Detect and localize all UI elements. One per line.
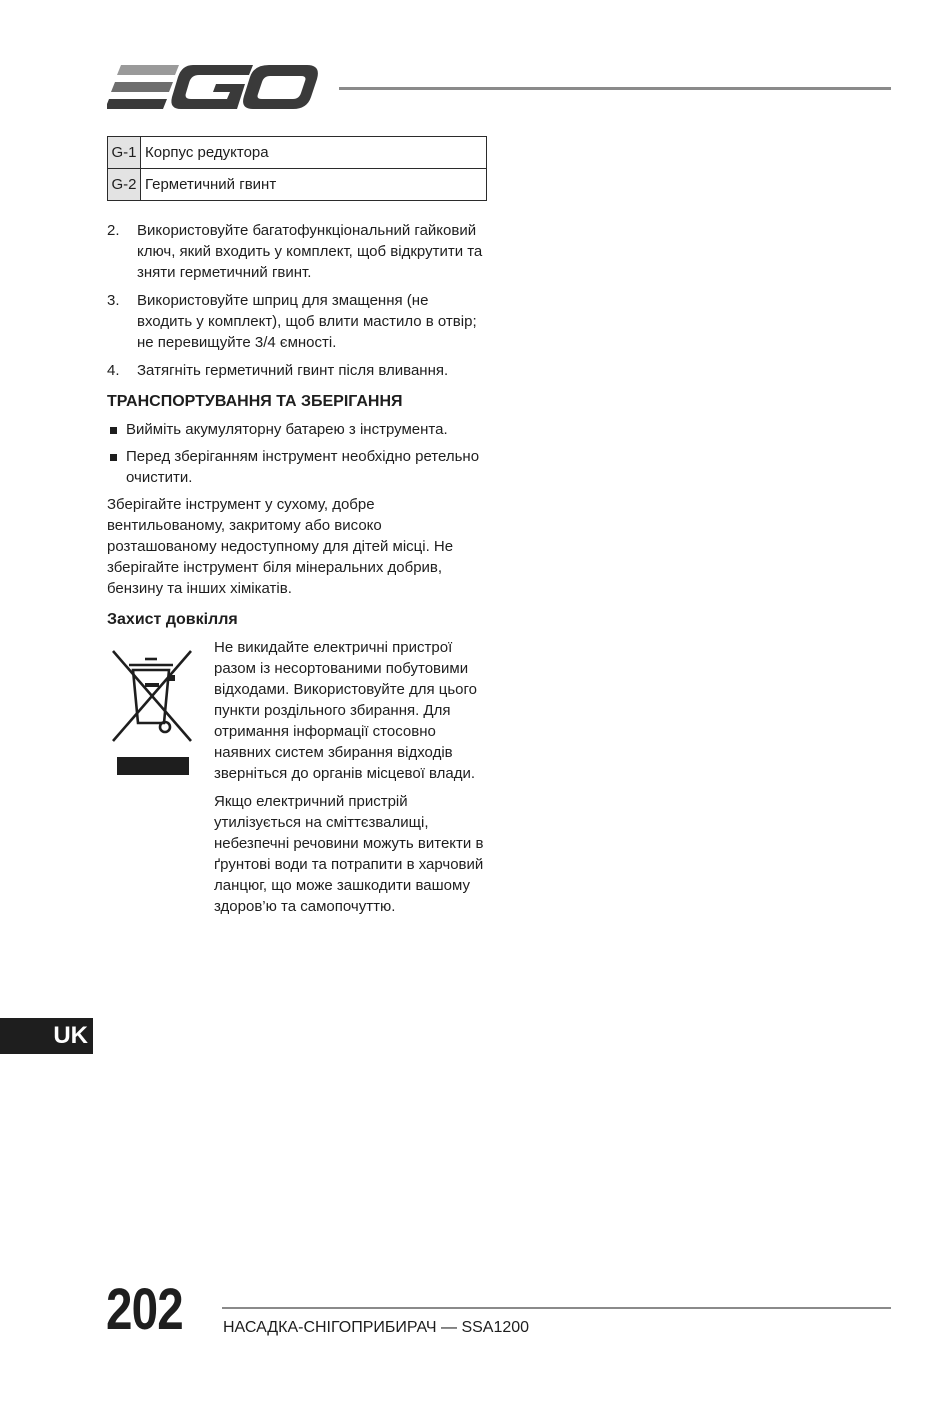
table-row: [108, 169, 487, 201]
main-content: [107, 220, 485, 937]
list-item: [107, 446, 485, 488]
step-number: 2.: [107, 222, 120, 239]
environment-paragraph: Не викидайте електричні пристрої разом із несортованими побутовими відходами. Використовуйте для цього пункти роздільного збирання. Для отримання інформації стосовно наявних систем збирання відходів зверніться до органів місцевої влади.: [214, 639, 477, 782]
bullet-square-icon: [110, 454, 117, 461]
storage-paragraph: Зберігайте інструмент у сухому, добре вентильованому, закритому або високо розташованому недоступному для дітей місці. Не зберігайте інструмент біля мінеральних добрив, бензину та інших хімікатів.: [107, 496, 454, 597]
language-tab: UK: [0, 1018, 93, 1054]
footer-title: НАСАДКА-СНІГОПРИБИРАЧ — SSA1200: [223, 1319, 530, 1336]
part-label: Корпус редуктора: [141, 137, 487, 169]
bullet-square-icon: [110, 427, 117, 434]
step-text: Затягніть герметичний гвинт після вливання.: [137, 362, 449, 379]
table-row: [108, 137, 487, 169]
environment-block: [107, 637, 485, 937]
crossed-out-wheeled-bin-icon: [107, 643, 197, 778]
step-number: 4.: [107, 362, 120, 379]
bullet-text: Вийміть акумуляторну батарею з інструмента.: [126, 421, 448, 438]
bullet-list: [107, 419, 485, 488]
subsection-heading: Захист довкілля: [107, 611, 238, 628]
section-heading: ТРАНСПОРТУВАННЯ ТА ЗБЕРІГАННЯ: [107, 393, 403, 410]
step-text: Використовуйте багатофункціональний гайковий ключ, який входить у комплект, щоб відкрутити та зняти герметичний гвинт.: [137, 222, 483, 281]
header-rule: [339, 87, 891, 90]
bullet-text: Перед зберіганням інструмент необхідно ретельно очистити.: [126, 448, 480, 486]
step-text: Використовуйте шприц для змащення (не входить у комплект), щоб влити мастило в отвір; не перевищуйте 3/4 ємності.: [137, 292, 477, 351]
ego-logo: [107, 63, 319, 113]
list-item: [107, 419, 485, 440]
steps-list: [107, 220, 485, 381]
list-item: [107, 220, 485, 283]
environment-text: [214, 637, 485, 924]
part-label: Герметичний гвинт: [141, 169, 487, 201]
parts-table: [107, 136, 487, 201]
step-number: 3.: [107, 292, 120, 309]
list-item: [107, 290, 485, 353]
list-item: [107, 360, 485, 381]
page-number: 202: [106, 1277, 183, 1342]
part-code: G-1: [108, 137, 141, 169]
environment-paragraph: Якщо електричний пристрій утилізується на сміттєзвалищі, небезпечні речовини можуть витекти в ґрунтові води та потрапити в харчовий ланцюг, що може зашкодити вашому здоров’ю та самопочуттю.: [214, 793, 484, 915]
footer-rule: [222, 1307, 891, 1309]
part-code: G-2: [108, 169, 141, 201]
